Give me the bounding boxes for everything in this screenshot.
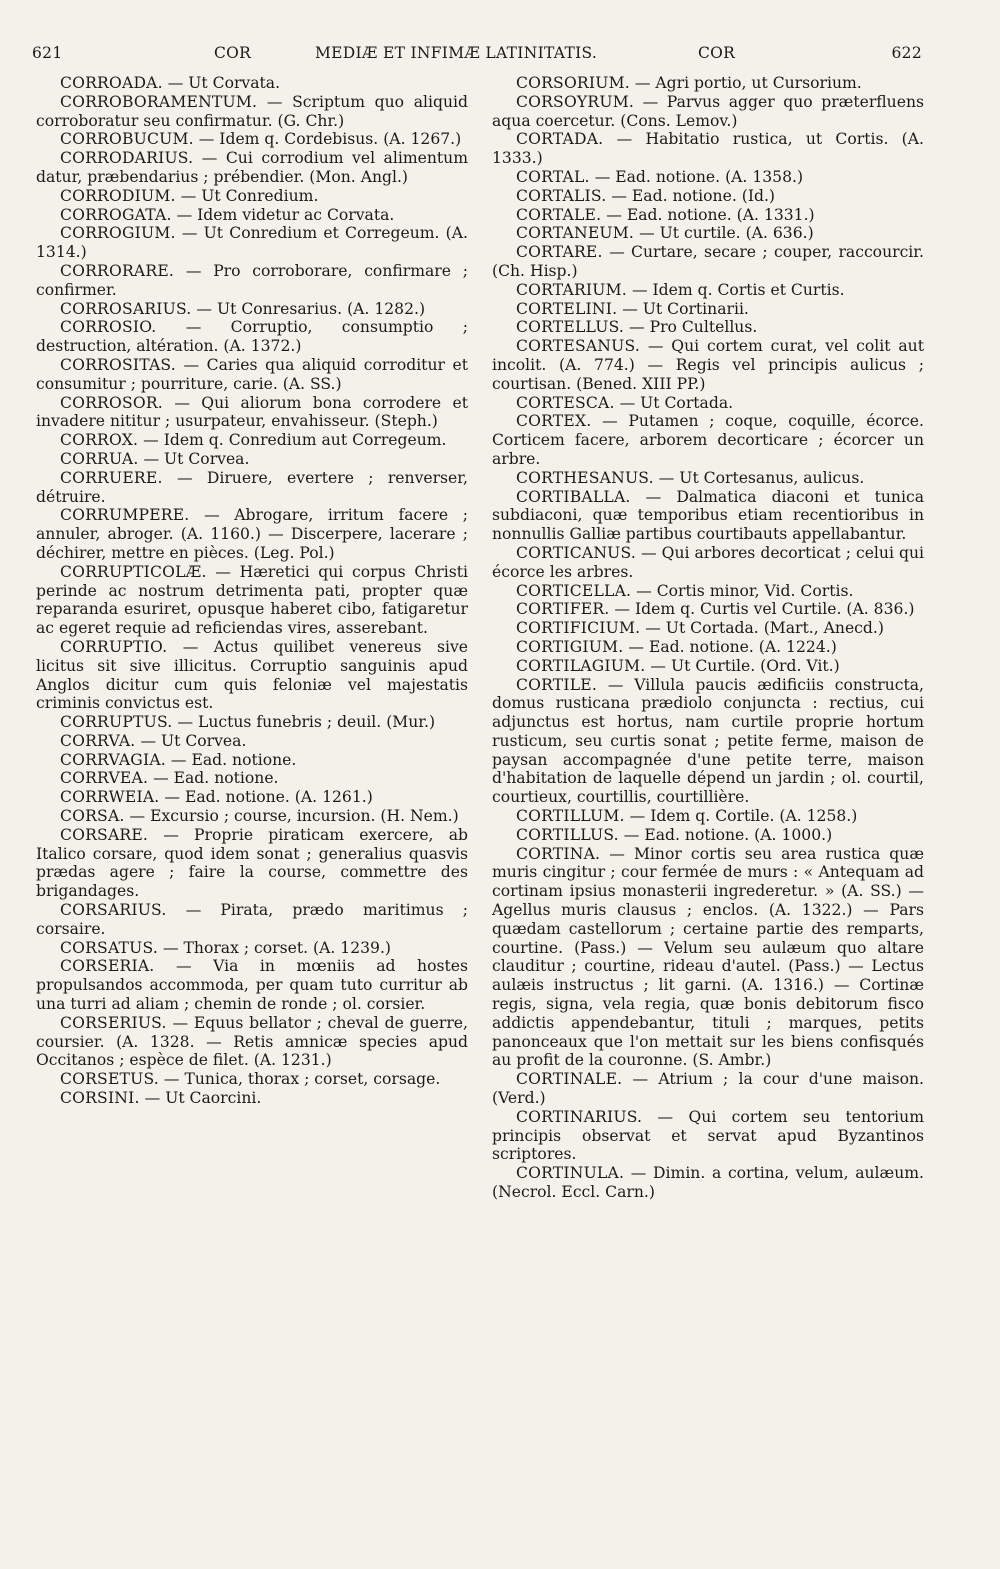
entry-headword: CORTIFER. [516,600,610,619]
dictionary-entry [492,1070,924,1108]
dictionary-entry [36,206,468,225]
entry-headword: CORTICANUS. [516,543,637,562]
dictionary-entry [36,130,468,149]
dictionary-entry [36,187,468,206]
dictionary-entry [492,281,924,300]
dictionary-entry [36,224,468,262]
entry-definition: — Idem q. Cortis et Curtis. [631,280,845,299]
dictionary-entry [36,826,468,901]
entry-headword: CORRVA. [60,731,136,750]
dictionary-entry [492,243,924,281]
entry-headword: CORRUPTICOLÆ. [60,562,207,581]
entry-definition: — Ut Conredium et Corregeum. (A. 1314.) [36,224,468,262]
dictionary-entry [492,488,924,544]
dictionary-entry [492,657,924,676]
entry-definition: — Luctus funebris ; deuil. (Mur.) [177,713,436,732]
entry-definition: — Idem videtur ac Corvata. [176,205,395,224]
entry-definition: — Ut Corvata. [167,74,281,92]
dictionary-entry [36,318,468,356]
dictionary-entry [492,582,924,601]
entry-definition: — Via in mœniis ad hostes propulsandos accommoda, per quam tuto curritur ab una turri ad aliam ; chemin de ronde ; ol. corsier. [36,957,468,1014]
dictionary-entry [36,939,468,958]
dictionary-entry [36,469,468,507]
entry-definition: — Ut Caorcini. [144,1089,262,1108]
entry-definition: — Corruptio, consumptio ; destruction, altération. (A. 1372.) [36,318,468,356]
entry-headword: CORTINA. [516,844,601,863]
dictionary-entry [36,563,468,638]
entry-headword: CORTALIS. [516,186,607,205]
entry-definition: — Proprie piraticam exercere, ab Italico corsare, quod idem sonat ; generalius quasvis prædas agere ; faire la course, commettre des brigandages. [36,825,468,901]
entry-headword: CORTESANUS. [516,337,640,356]
entry-definition: — Ead. notione. (A. 1261.) [164,788,373,807]
dictionary-entry [36,149,468,187]
left-column [36,74,468,1108]
entry-definition: — Ut Curtile. (Ord. Vit.) [650,656,840,675]
dictionary-entry [492,394,924,413]
dictionary-entry [36,638,468,713]
entry-headword: CORROBORAMENTUM. [60,92,258,111]
dictionary-entry [36,769,468,788]
entry-definition: — Cortis minor, Vid. Cortis. [636,581,854,600]
entry-definition: — Pirata, prædo maritimus ; corsaire. [36,901,468,938]
entry-definition: — Villula paucis ædificiis constructa, domus rusticana prædiolo conjuncta : rectius, cui adjunctus est hortus, nam curtile proprie hortum rusticum, seu curtis sonat ; petite ferme, maison de paysan accompagnée d'une petite terre, maison d'habitation de laquelle dépend un jardin ; ol. courtil, courtieux, courtillis, courtillière. [492,675,924,807]
dictionary-entry [492,74,924,93]
entry-definition: — Ut Corvea. [140,731,247,750]
dictionary-entry [492,206,924,225]
entry-headword: CORTILAGIUM. [516,656,646,675]
entry-headword: CORROSARIUS. [60,299,192,318]
entry-headword: CORTHESANUS. [516,468,654,487]
entry-definition: — Ut Cortesanus, aulicus. [658,468,865,487]
entry-headword: CORTILE. [516,675,598,694]
entry-definition: — Pro corroborare, confirmare ; confirmer. [36,261,468,299]
dictionary-entry [36,450,468,469]
dictionary-entry [492,300,924,319]
entry-headword: CORSERIUS. [60,1013,167,1032]
entry-headword: CORTALE. [516,205,602,224]
dictionary-entry [36,74,468,93]
dictionary-entry [36,901,468,939]
entry-definition: — Hæretici qui corpus Christi perinde ac nostrum detrimenta pati, propter quæ reparanda esuriret, opusque haberet cibo, fatigaretur ac egeret requie ad reficiendas vires, asserebant. [36,562,468,638]
entry-definition: — Agri portio, ut Cursorium. [634,74,862,92]
entry-headword: CORRUPTIO. [60,637,168,656]
entry-definition: — Curtare, secare ; couper, raccourcir. (Ch. Hisp.) [492,243,924,280]
running-title: MEDIÆ ET INFIMÆ LATINITATIS. [315,44,598,62]
dictionary-entry [492,1164,924,1202]
right-column [492,74,924,1202]
dictionary-entry [492,1108,924,1164]
dictionary-entry [492,469,924,488]
entry-definition: — Ut Cortinarii. [622,299,749,318]
entry-definition: — Minor cortis seu area rustica quæ muris cingitur ; cour fermée de murs : « Antequam ad cortinam ipsius monasterii ingrederetur. » (A. SS.) — Agellus muris clausus ; enclos. (A. 1322.) — Pars quædam castellorum ; certaine partie des remparts, courtine. (Pass.) — Velum seu aulæum quo altare clauditur ; courtine, rideau d'autel. (Pass.) — Lectus aulæis instructus ; lit garni. (A. 1316.) — Cortinæ regis, signa, vela regia, quæ bonis debitorum fisco addictis appendebantur, tituli ; marques, petits panonceaux que l'on mettait sur les biens confisqués au profit de la couronne. (S. Ambr.) [492,844,924,1070]
entry-headword: CORRUERE. [60,468,163,487]
entry-definition: — Tunica, thorax ; corset, corsage. [163,1070,441,1089]
entry-definition: — Scriptum quo aliquid corroboratur seu confirmatur. (G. Chr.) [36,92,468,130]
entry-definition: — Ut Corvea. [143,449,250,468]
entry-headword: CORROGIUM. [60,224,176,243]
entry-definition: — Ut curtile. (A. 636.) [639,224,814,243]
entry-definition: — Idem q. Curtis vel Curtile. (A. 836.) [614,600,915,619]
entry-definition: — Habitatio rustica, ut Cortis. (A. 1333.) [492,130,924,168]
entry-headword: CORSORIUM. [516,74,630,92]
entry-headword: CORRVAGIA. [60,750,166,769]
dictionary-entry [36,957,468,1013]
entry-definition: — Actus quilibet venereus sive licitus sit sive illicitus. Corruptio sanguinis apud Anglos dicitur cum quis feloniæ vel majestatis criminis convictus est. [36,637,468,713]
dictionary-entry [36,807,468,826]
entry-headword: CORROSITAS. [60,355,176,374]
entry-definition: — Pro Cultellus. [629,318,758,337]
entry-definition: — Dimin. a cortina, velum, aulæum. (Necrol. Eccl. Carn.) [492,1164,924,1202]
entry-definition: — Ead. notione. (A. 1331.) [606,205,815,224]
dictionary-entry [492,638,924,657]
entry-headword: CORRODARIUS. [60,149,194,168]
entry-headword: CORTICELLA. [516,581,632,600]
dictionary-entry [36,1014,468,1070]
dictionary-entry [36,356,468,394]
entry-definition: — Ead. notione. (Id.) [611,186,776,205]
dictionary-entry [36,262,468,300]
entry-definition: — Equus bellator ; cheval de guerre, coursier. (A. 1328. — Retis amnicæ species apud Occitanos ; espèce de filet. (A. 1231.) [36,1013,468,1070]
entry-headword: CORTILLUS. [516,825,619,844]
running-head-right: COR [698,44,736,62]
entry-headword: CORRWEIA. [60,788,160,807]
entry-headword: CORTINULA. [516,1164,625,1183]
entry-headword: CORTADA. [516,130,604,149]
entry-headword: CORTIBALLA. [516,487,631,506]
entry-headword: CORROSIO. [60,318,157,337]
entry-definition: — Caries qua aliquid corroditur et consumitur ; pourriture, carie. (A. SS.) [36,355,468,393]
dictionary-entry [36,751,468,770]
dictionary-entry [492,845,924,1071]
entry-definition: — Atrium ; la cour d'une maison. (Verd.) [492,1070,924,1108]
entry-headword: CORSARE. [60,825,149,844]
entry-headword: CORRUA. [60,449,139,468]
entry-headword: CORTESCA. [516,393,615,412]
entry-definition: — Putamen ; coque, coquille, écorce. Corticem facere, arborem decorticare ; écorcer un arbre. [492,412,924,468]
entry-definition: — Ut Cortada. (Mart., Anecd.) [645,619,884,638]
entry-headword: CORTINALE. [516,1070,623,1089]
entry-definition: — Qui cortem curat, vel colit aut incolit. (A. 774.) — Regis vel principis aulicus ; courtisan. (Bened. XIII PP.) [492,337,924,393]
entry-headword: CORROX. [60,431,139,450]
dictionary-entry [36,713,468,732]
entry-headword: CORTELLUS. [516,318,625,337]
dictionary-entry [492,187,924,206]
dictionary-entry [492,676,924,808]
entry-headword: CORTIGIUM. [516,637,624,656]
page-header [32,44,922,72]
entry-headword: CORTEX. [516,412,592,431]
dictionary-entry [492,168,924,187]
entry-headword: CORTINARIUS. [516,1107,643,1126]
entry-definition: — Idem q. Cordebisus. (A. 1267.) [198,130,462,149]
entry-headword: CORTAL. [516,167,590,186]
dictionary-entry [492,412,924,468]
dictionary-entry [36,506,468,562]
dictionary-entry [492,619,924,638]
entry-headword: CORTIFICIUM. [516,619,641,638]
dictionary-entry [36,788,468,807]
entry-headword: CORRUMPERE. [60,506,190,525]
entry-definition: — Qui arbores decorticat ; celui qui écorce les arbres. [492,543,924,581]
entry-headword: CORSERIA. [60,957,155,976]
entry-headword: CORRODIUM. [60,186,176,205]
entry-definition: — Cui corrodium vel alimentum datur, præbendarius ; prébendier. (Mon. Angl.) [36,149,468,186]
dictionary-entry [36,93,468,131]
entry-definition: — Excursio ; course, incursion. (H. Nem.) [129,807,459,826]
entry-headword: CORSA. [60,807,125,826]
dictionary-entry [492,224,924,243]
entry-definition: — Ead. notione. [153,769,279,788]
entry-definition: — Diruere, evertere ; renverser, détruire. [36,468,468,506]
entry-headword: CORRVEA. [60,769,149,788]
dictionary-entry [492,826,924,845]
entry-definition: — Abrogare, irritum facere ; annuler, abroger. (A. 1160.) — Discerpere, lacerare ; déchirer, mettre en pièces. (Leg. Pol.) [36,506,468,562]
dictionary-entry [36,431,468,450]
entry-headword: CORTANEUM. [516,224,635,243]
entry-headword: CORSETUS. [60,1070,159,1089]
entry-definition: — Ead. notione. (A. 1000.) [623,825,833,844]
dictionary-entry [492,130,924,168]
entry-definition: — Thorax ; corset. (A. 1239.) [162,938,392,957]
entry-definition: — Ead. notione. (A. 1224.) [628,637,837,656]
dictionary-entry [492,600,924,619]
entry-headword: CORSOYRUM. [516,92,635,111]
entry-headword: CORRORARE. [60,261,175,280]
entry-headword: CORROGATA. [60,205,172,224]
entry-definition: — Parvus agger quo præterfluens aqua coercetur. (Cons. Lemov.) [492,92,924,130]
entry-definition: — Qui aliorum bona corrodere et invadere nititur ; usurpateur, envahisseur. (Steph.) [36,393,468,431]
entry-definition: — Idem q. Cortile. (A. 1258.) [629,807,858,826]
entry-definition: — Qui cortem seu tentorium principis observat et servat apud Byzantinos scriptores. [492,1107,924,1164]
entry-headword: CORTELINI. [516,299,618,318]
entry-headword: CORSATUS. [60,938,158,957]
entry-definition: — Ut Conresarius. (A. 1282.) [196,299,426,318]
entry-headword: CORROADA. [60,74,163,92]
entry-headword: CORSINI. [60,1089,140,1108]
entry-headword: CORTARIUM. [516,280,627,299]
dictionary-entry [36,1070,468,1089]
entry-definition: — Ut Conredium. [180,186,319,205]
entry-definition: — Ut Cortada. [619,393,734,412]
dictionary-entry [36,394,468,432]
entry-headword: CORROBUCUM. [60,130,194,149]
entry-headword: CORTILLUM. [516,807,625,826]
dictionary-entry [492,544,924,582]
dictionary-entry [36,300,468,319]
page-number-right: 622 [891,44,922,62]
dictionary-entry [492,337,924,393]
dictionary-entry [492,93,924,131]
running-head-left: COR [214,44,252,62]
dictionary-entry [36,732,468,751]
entry-definition: — Ead. notione. [170,750,297,769]
dictionary-entry [36,1089,468,1108]
entry-headword: CORSARIUS. [60,901,167,920]
entry-definition: — Ead. notione. (A. 1358.) [594,167,804,186]
dictionary-entry [492,807,924,826]
dictionary-entry [492,318,924,337]
page-number-left: 621 [32,44,63,62]
entry-headword: CORROSOR. [60,393,163,412]
entry-definition: — Idem q. Conredium aut Corregeum. [143,431,447,450]
entry-headword: CORRUPTUS. [60,713,173,732]
entry-headword: CORTARE. [516,243,603,262]
entry-definition: — Dalmatica diaconi et tunica subdiaconi, quæ temporibus etiam recentioribus in nonnullis Galliæ partibus courtibauts appellabantur. [492,487,924,544]
